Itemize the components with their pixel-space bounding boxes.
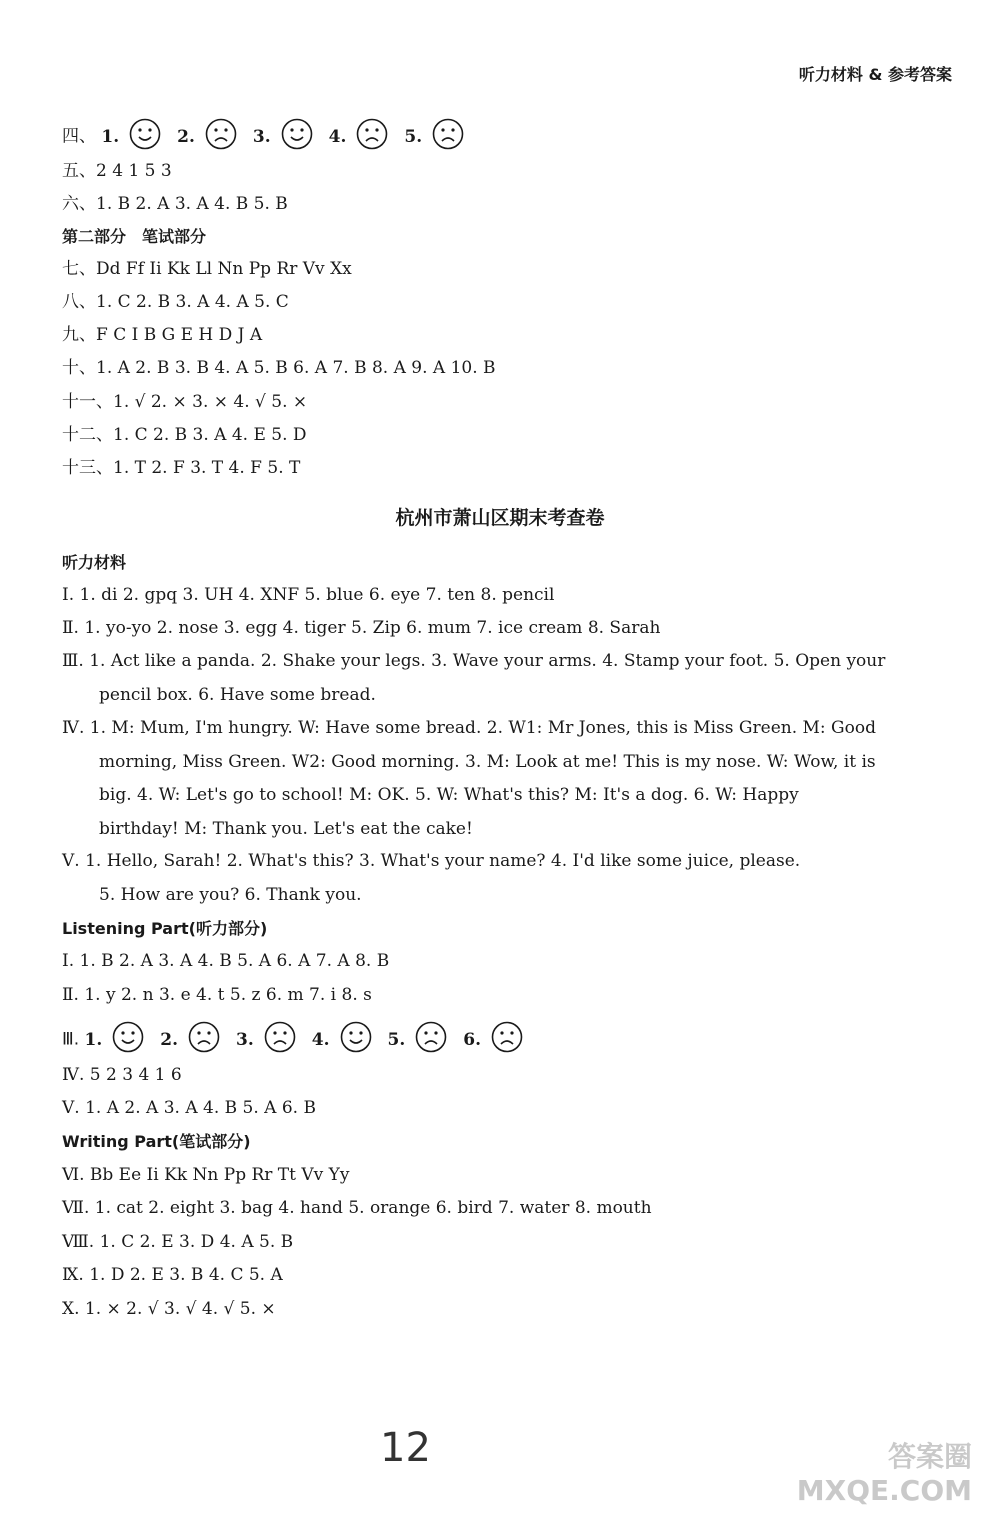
answer-row-13: 十三、1. T 2. F 3. T 4. F 5. T [62, 458, 301, 478]
answer-row-7: 七、Dd Ff Ii Kk Ll Nn Pp Rr Vv Xx [62, 259, 352, 279]
listening-row-2: Ⅱ. 1. y 2. n 3. e 4. t 5. z 6. m 7. i 8. s [62, 985, 372, 1005]
answer-row-6: 六、1. B 2. A 3. A 4. B 5. B [62, 194, 288, 214]
material-row-1: Ⅰ. 1. di 2. gpq 3. UH 4. XNF 5. blue 6. eye 7. ten 8. pencil [62, 585, 555, 605]
item-number: 4. [311, 1029, 330, 1050]
smiley-face-icon [340, 1021, 372, 1059]
answer-row-4 [62, 118, 480, 156]
material-row-4-cont: birthday! M: Thank you. Let's eat the cake! [99, 819, 473, 839]
watermark-logo [797, 1440, 972, 1508]
sad-face-icon [415, 1021, 447, 1059]
watermark-text: 答案圈 [887, 1440, 972, 1473]
item-number: 2. [160, 1029, 179, 1050]
sad-face-icon [432, 118, 464, 156]
material-row-4-cont: morning, Miss Green. W2: Good morning. 3. M: Look at me! This is my nose. W: Wow, it is [99, 752, 876, 772]
row-label: 四、 [62, 126, 96, 147]
sad-face-icon [205, 118, 237, 156]
item-number: 1. [84, 1029, 103, 1050]
writing-row-8: Ⅷ. 1. C 2. E 3. D 4. A 5. B [62, 1232, 294, 1252]
item-number: 3. [252, 126, 271, 147]
smiley-face-icon [112, 1021, 144, 1059]
page-header: 听力材料 & 参考答案 [798, 65, 952, 84]
answer-row-12: 十二、1. C 2. B 3. A 4. E 5. D [62, 425, 307, 445]
material-row-3-cont: pencil box. 6. Have some bread. [99, 685, 376, 705]
item-number: 6. [463, 1029, 482, 1050]
writing-row-6: Ⅵ. Bb Ee Ii Kk Nn Pp Rr Tt Vv Yy [62, 1165, 350, 1185]
material-row-2: Ⅱ. 1. yo-yo 2. nose 3. egg 4. tiger 5. Zip 6. mum 7. ice cream 8. Sarah [62, 618, 661, 638]
writing-row-7: Ⅶ. 1. cat 2. eight 3. bag 4. hand 5. orange 6. bird 7. water 8. mouth [62, 1198, 652, 1218]
section-heading: 听力材料 [62, 553, 127, 572]
sad-face-icon [491, 1021, 523, 1059]
answer-row-5: 五、2 4 1 5 3 [62, 161, 172, 181]
section-heading: Listening Part(听力部分) [62, 919, 268, 938]
item-number: 5. [404, 126, 423, 147]
face-list [101, 127, 480, 147]
section-heading: 第二部分 笔试部分 [62, 227, 207, 246]
exam-title: 杭州市萧山区期末考查卷 [395, 507, 605, 529]
page-number: 12 [380, 1425, 431, 1471]
item-number: 3. [236, 1029, 254, 1050]
answer-row-10: 十、1. A 2. B 3. B 4. A 5. B 6. A 7. B 8. A 9. A 10. B [62, 358, 496, 378]
material-row-4: Ⅳ. 1. M: Mum, I'm hungry. W: Have some bread. 2. W1: Mr Jones, this is Miss Green. M: Good [62, 718, 876, 738]
listening-row-3 [62, 1021, 539, 1059]
listening-row-5: Ⅴ. 1. A 2. A 3. A 4. B 5. A 6. B [62, 1098, 316, 1118]
material-row-3: Ⅲ. 1. Act like a panda. 2. Shake your legs. 3. Wave your arms. 4. Stamp your foot. 5. Open your [62, 651, 886, 671]
answer-row-11: 十一、1. √ 2. × 3. × 4. √ 5. × [62, 392, 308, 412]
writing-row-10: Ⅹ. 1. × 2. √ 3. √ 4. √ 5. × [62, 1299, 276, 1319]
sad-face-icon [264, 1021, 296, 1059]
row-label: Ⅲ. [62, 1029, 80, 1050]
listening-row-1: Ⅰ. 1. B 2. A 3. A 4. B 5. A 6. A 7. A 8. B [62, 951, 390, 971]
face-list [85, 1030, 540, 1050]
section-heading: Writing Part(笔试部分) [62, 1132, 251, 1151]
answer-row-8: 八、1. C 2. B 3. A 4. A 5. C [62, 292, 289, 312]
listening-row-4: Ⅳ. 5 2 3 4 1 6 [62, 1065, 182, 1085]
answer-row-9: 九、F C I B G E H D J A [62, 325, 263, 345]
material-row-5: Ⅴ. 1. Hello, Sarah! 2. What's this? 3. What's your name? 4. I'd like some juice, please. [62, 851, 801, 871]
item-number: 2. [177, 126, 195, 147]
watermark-url: MXQE.COM [796, 1474, 972, 1507]
item-number: 1. [101, 126, 120, 147]
material-row-5-cont: 5. How are you? 6. Thank you. [99, 885, 362, 905]
item-number: 5. [387, 1029, 406, 1050]
material-row-4-cont: big. 4. W: Let's go to school! M: OK. 5. W: What's this? M: It's a dog. 6. W: Happy [99, 785, 799, 805]
smiley-face-icon [129, 118, 161, 156]
writing-row-9: Ⅸ. 1. D 2. E 3. B 4. C 5. A [62, 1265, 283, 1285]
smiley-face-icon [281, 118, 313, 156]
sad-face-icon [356, 118, 388, 156]
item-number: 4. [328, 126, 347, 147]
sad-face-icon [188, 1021, 220, 1059]
